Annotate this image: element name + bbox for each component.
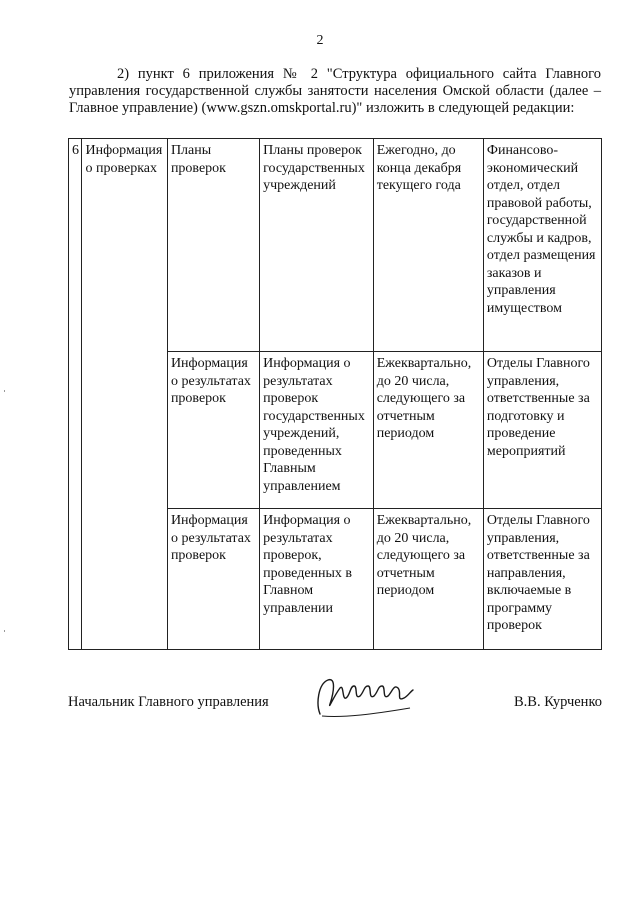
handwritten-signature (314, 674, 418, 720)
scan-edge-mark (4, 390, 5, 392)
signer-name: В.В. Курченко (514, 694, 602, 710)
responsible-cell: Отделы Главного управления, ответственные за подготовку и проведение мероприятий (483, 352, 601, 509)
intro-paragraph: 2) пункт 6 приложения № 2 "Структура официального сайта Главного управления государственной службы занятости населения Омской области (далее – Главное управление) (www.gszn.omskportal.ru)" изложить в следующей редакции: (69, 66, 601, 116)
responsible-cell: Финансово-экономический отдел, отдел правовой работы, государственной службы и кадров, отдел размещения заказов и управления имуществом (483, 139, 601, 352)
responsible-cell: Отделы Главного управления, ответственные за направления, включаемые в программу проверок (483, 509, 601, 650)
subsection-cell: Информация о результатах проверок (167, 509, 259, 650)
info-cell: Информация о результатах проверок, проведенных в Главном управлении (260, 509, 374, 650)
site-structure-table (68, 138, 602, 650)
term-cell: Ежеквартально, до 20 числа, следующего за отчетным периодом (373, 352, 483, 509)
term-cell: Ежеквартально, до 20 числа, следующего за отчетным периодом (373, 509, 483, 650)
subsection-cell: Информация о результатах проверок (167, 352, 259, 509)
term-cell: Ежегодно, до конца декабря текущего года (373, 139, 483, 352)
signer-position: Начальник Главного управления (68, 694, 269, 710)
info-cell: Информация о результатах проверок государственных учреждений, проведенных Главным управлением (260, 352, 374, 509)
scan-edge-mark (4, 630, 5, 632)
row-number-cell: 6 (69, 139, 82, 650)
subsection-cell: Планы проверок (167, 139, 259, 352)
table-row (69, 139, 602, 352)
info-cell: Планы проверок государственных учреждений (260, 139, 374, 352)
section-cell: Информация о проверках (82, 139, 167, 650)
page-number: 2 (316, 33, 324, 48)
